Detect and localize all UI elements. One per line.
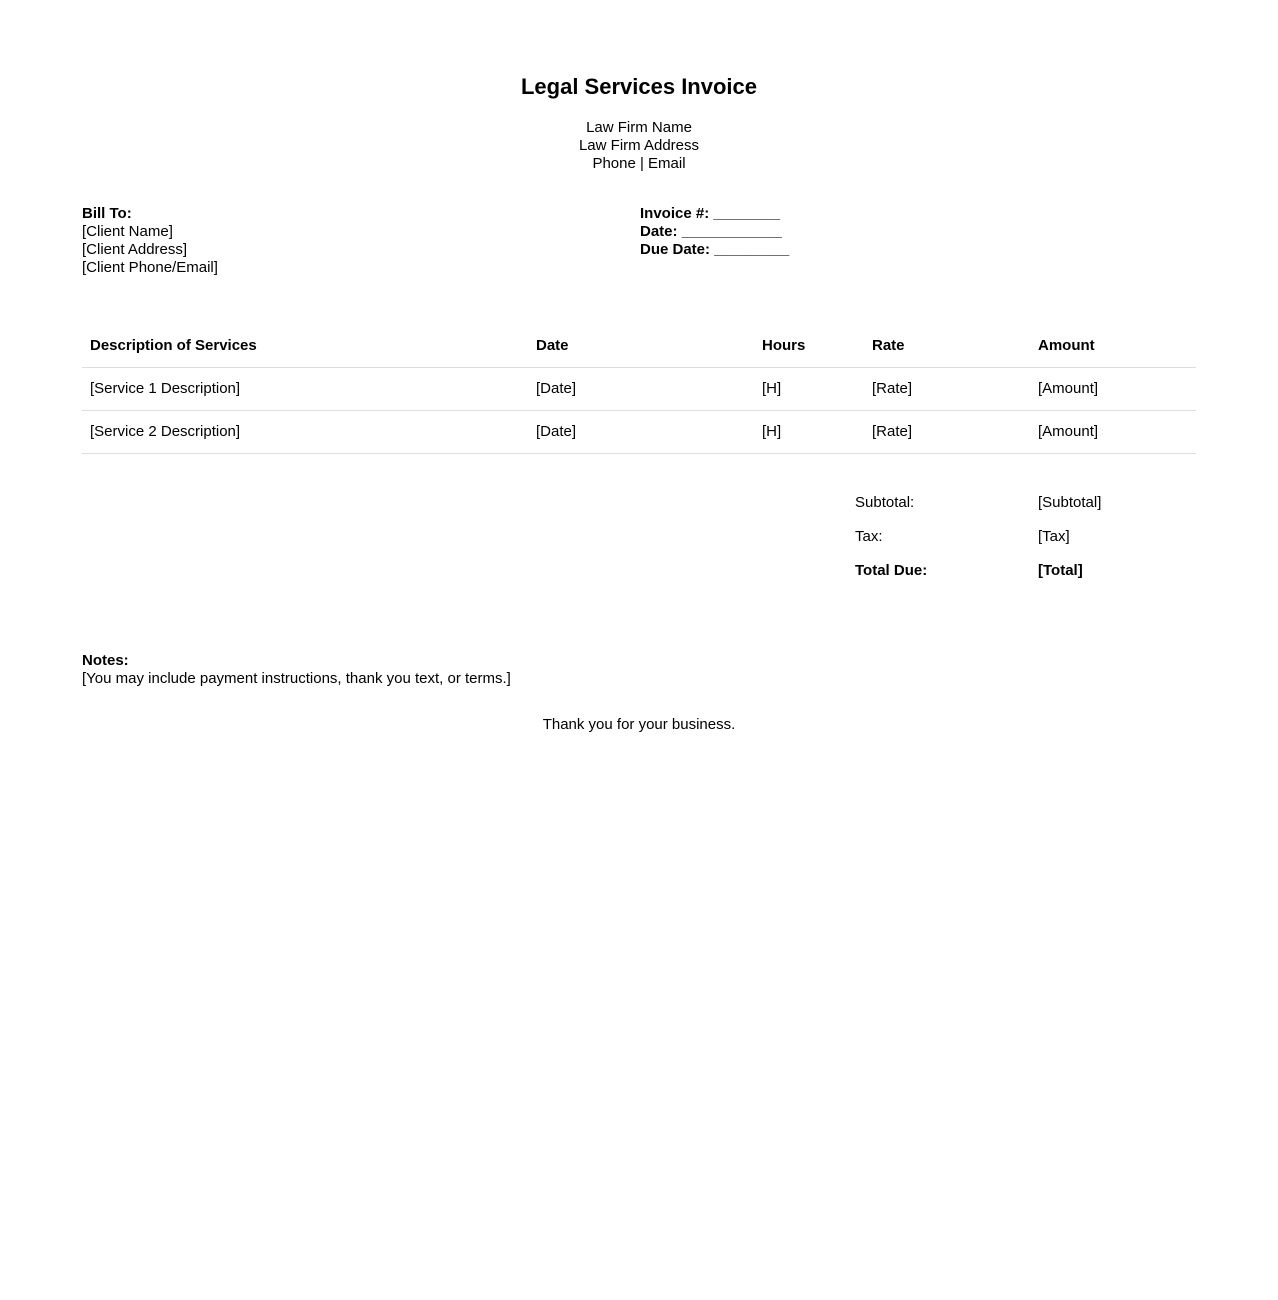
service-hours-cell: [H] bbox=[754, 368, 864, 411]
parties-row bbox=[82, 205, 1196, 277]
due-date-line bbox=[640, 241, 1196, 259]
invoice-meta-block bbox=[640, 205, 1196, 277]
tax-row bbox=[847, 520, 1196, 554]
client-address: [Client Address] bbox=[82, 241, 188, 258]
invoice-date-label: Date: bbox=[640, 223, 678, 240]
firm-name: Law Firm Name bbox=[586, 119, 692, 136]
service-date-cell: [Date] bbox=[528, 411, 754, 454]
tax-label: Tax: bbox=[855, 528, 883, 545]
bill-to-block bbox=[82, 205, 640, 277]
firm-contact: Phone | Email bbox=[592, 155, 686, 172]
service-description-cell: [Service 2 Description] bbox=[82, 411, 528, 454]
service-date-cell: [Date] bbox=[528, 368, 754, 411]
column-header-hours: Hours bbox=[754, 325, 864, 368]
invoice-number-blank: ________ bbox=[713, 205, 781, 222]
invoice-document bbox=[82, 0, 1196, 734]
notes-text: [You may include payment instructions, thank you text, or terms.] bbox=[82, 670, 511, 687]
column-header-description: Description of Services bbox=[82, 325, 528, 368]
service-rate-cell: [Rate] bbox=[864, 368, 1030, 411]
subtotal-label: Subtotal: bbox=[855, 494, 915, 511]
total-due-row bbox=[847, 554, 1196, 588]
firm-info-block bbox=[82, 119, 1196, 173]
table-row bbox=[82, 411, 1196, 454]
column-header-rate: Rate bbox=[864, 325, 1030, 368]
totals-block bbox=[847, 486, 1196, 588]
service-description-cell: [Service 1 Description] bbox=[82, 368, 528, 411]
page-title: Legal Services Invoice bbox=[520, 74, 758, 99]
due-date-label: Due Date: bbox=[640, 241, 711, 258]
column-header-date: Date bbox=[528, 325, 754, 368]
due-date-blank: _________ bbox=[714, 241, 790, 258]
client-name: [Client Name] bbox=[82, 223, 173, 240]
client-phone-email: [Client Phone/Email] bbox=[82, 259, 218, 276]
notes-label: Notes: bbox=[82, 652, 129, 669]
tax-value: [Tax] bbox=[1038, 528, 1070, 545]
subtotal-row bbox=[847, 486, 1196, 520]
thank-you-text: Thank you for your business. bbox=[542, 716, 736, 733]
service-amount-cell: [Amount] bbox=[1030, 368, 1196, 411]
firm-address: Law Firm Address bbox=[578, 137, 700, 154]
invoice-date-blank: ____________ bbox=[681, 223, 782, 240]
table-row bbox=[82, 368, 1196, 411]
services-table bbox=[82, 325, 1196, 454]
invoice-date-line bbox=[640, 223, 1196, 241]
total-due-value: [Total] bbox=[1038, 562, 1083, 579]
total-due-label: Total Due: bbox=[855, 562, 928, 579]
service-amount-cell: [Amount] bbox=[1030, 411, 1196, 454]
notes-block bbox=[82, 652, 1196, 688]
column-header-amount: Amount bbox=[1030, 325, 1196, 368]
invoice-number-line bbox=[640, 205, 1196, 223]
subtotal-value: [Subtotal] bbox=[1038, 494, 1102, 511]
service-rate-cell: [Rate] bbox=[864, 411, 1030, 454]
invoice-number-label: Invoice #: bbox=[640, 205, 710, 222]
services-table-header-row bbox=[82, 325, 1196, 368]
service-hours-cell: [H] bbox=[754, 411, 864, 454]
bill-to-label: Bill To: bbox=[82, 205, 132, 222]
